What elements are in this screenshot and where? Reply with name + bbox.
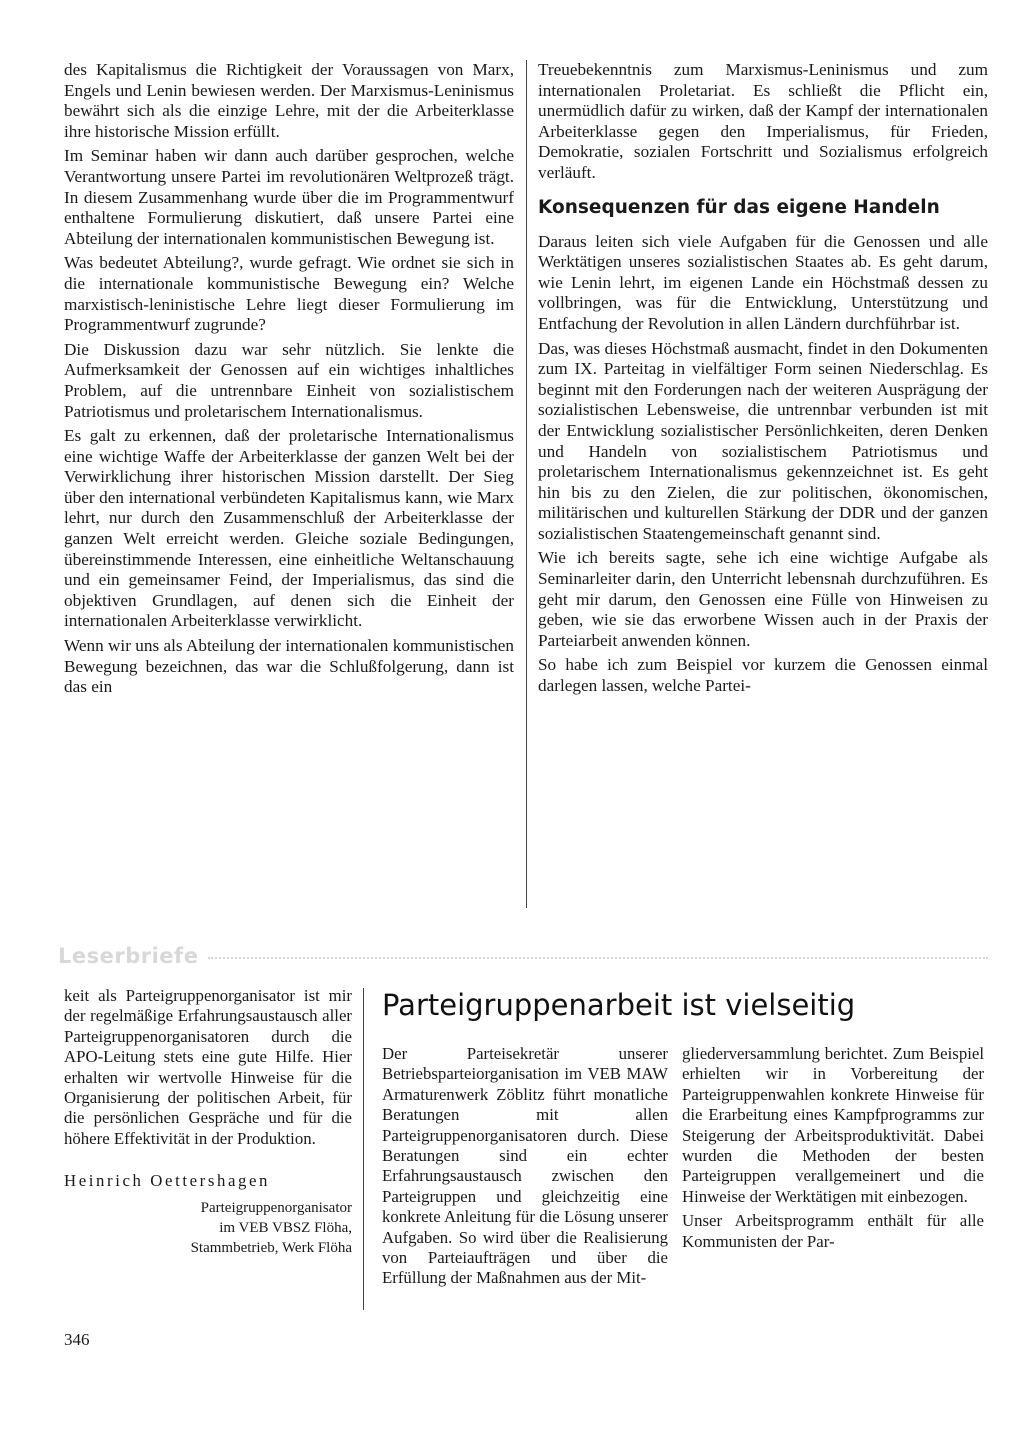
paragraph: Es galt zu erkennen, daß der proletarische Internationalismus eine wichtige Waffe der Arbeiterklasse der ganzen Welt bei der Verwirklichung ihrer historischen Mission darstellt. Der Sieg über den international verbündeten Kapitalismus kann, wie Marx lehrt, nur durch den Zusammenschluß der Arbeiterklasse der ganzen Welt erreicht werden. Gleiche soziale Bedingungen, übereinstimmende Interessen, eine einheitliche Weltanschauung und ein gemeinsamer Feind, der Imperialismus, das sind die objektiven Grundlagen, auf denen sich die Einheit der internationalen Arbeiterklasse verwirklicht. [64,426,514,631]
section-label: Leserbriefe [58,944,199,968]
column-right [538,60,988,701]
role-line: Stammbetrieb, Werk Flöha [190,1239,352,1256]
section-rule [208,957,988,959]
paragraph: Im Seminar haben wir dann auch darüber gesprochen, welche Verantwortung unsere Partei im revolutionären Weltprozeß trägt. In diesem Zusammenhang wurde über die im Programmentwurf enthaltene Formulierung diskutiert, daß unsere Partei eine Abteilung der internationalen kommunistischen Bewegung ist. [64,146,514,248]
paragraph: Das, was dieses Höchstmaß ausmacht, findet in den Dokumenten zum IX. Parteitag in vielfältiger Form seinen Niederschlag. Es beginnt mit den Forderungen nach der weiteren Ausprägung der sozialistischen Lebensweise, die untrennbar verbunden ist mit der Entwicklung sozialistischer Persönlichkeiten, deren Denken und Handeln von sozialistischem Patriotismus und proletarischem Internationalismus gekennzeichnet ist. Es geht hin bis zu den Zielen, die zur politischen, ökonomischen, militärischen und kulturellen Stärkung der DDR und der ganzen sozialistischen Staatengemeinschaft genannt sind. [538,338,988,543]
column-divider [526,60,527,908]
letter-author: Heinrich Oettershagen [64,1171,271,1191]
column-left [64,60,514,702]
article-column-2 [682,1044,984,1256]
paragraph: Daraus leiten sich viele Aufgaben für die Genossen und alle Werktätigen unseres sozialistischen Staates ab. Es geht darum, wie Lenin lehrt, im eigenen Lande ein Höchstmaß dessen zu vollbringen, was für die Entwicklung, Unterstützung und Entfachung der Revolution in allen Ländern durchführbar ist. [538,231,988,333]
paragraph: Wenn wir uns als Abteilung der internationalen kommunistischen Bewegung bezeichnen, das war die Schlußfolgerung, dann ist das ein [64,636,514,697]
article-column-1 [382,1044,668,1293]
subheading: Konsequenzen für das eigene Handeln [538,196,940,218]
paragraph: Treuebekenntnis zum Marxismus-Leninismus und zum internationalen Proletariat. Es schließt die Pflicht ein, unermüdlich dafür zu wirken, daß der Kampf der internationalen Arbeiterklasse gegen den Imperialismus, für Frieden, Demokratie, sozialen Fortschritt und Sozialismus erfolgreich verläuft. [538,60,988,182]
role-line: Parteigruppenorganisator [200,1199,352,1216]
section-header [58,944,988,970]
letter-author-role [64,1198,352,1258]
article-headline: Parteigruppenarbeit ist vielseitig [382,988,856,1022]
paragraph: So habe ich zum Beispiel vor kurzem die Genossen einmal darlegen lassen, welche Partei- [538,655,988,696]
paragraph: Was bedeutet Abteilung?, wurde gefragt. Wie ordnet sie sich in die internationale kommunistische Bewegung ein? Welche marxistisch-leninistische Lehre liegt dieser Formulierung im Programmentwurf zugrunde? [64,253,514,335]
paragraph: Unser Arbeitsprogramm enthält für alle Kommunisten der Par- [682,1211,984,1251]
column-divider [363,988,364,1310]
role-line: im VEB VBSZ Flöha, [219,1219,352,1236]
page-number: 346 [64,1330,90,1349]
paragraph: Der Parteisekretär unserer Betriebsparteiorganisation im VEB MAW Armaturenwerk Zöblitz führt monatliche Beratungen mit allen Parteigruppenorganisatoren durch. Diese Beratungen sind ein echter Erfahrungsaustausch zwischen den Parteigruppen und gleichzeitig eine konkrete Anleitung für die Lösung unserer Aufgaben. So wird über die Realisierung von Parteiaufträgen und über die Erfüllung der Maßnahmen aus der Mit- [382,1044,668,1288]
paragraph: Die Diskussion dazu war sehr nützlich. Sie lenkte die Aufmerksamkeit der Genossen auf ein wichtiges inhaltliches Problem, auf die untrennbare Einheit von sozialistischem Patriotismus und proletarischem Internationalismus. [64,339,514,421]
letter-column [64,986,352,1258]
paragraph: Wie ich bereits sagte, sehe ich eine wichtige Aufgabe als Seminarleiter darin, den Unterricht lebensnah durchzuführen. Es geht mir darum, den Genossen eine Fülle von Hinweisen zu geben, wie sie das erworbene Wissen auch in der Praxis der Parteiarbeit anwenden können. [538,548,988,650]
paragraph: gliederversammlung berichtet. Zum Beispiel erhielten wir in Vorbereitung der Parteigruppenwahlen konkrete Hinweise für die Erarbeitung eines Kampfprogramms zur Steigerung der Arbeitsproduktivität. Dabei wurden die Methoden der besten Parteigruppen verallgemeinert und die Hinweise der Werktätigen mit einbezogen. [682,1044,984,1206]
letter-text: keit als Parteigruppenorganisator ist mir der regelmäßige Erfahrungsaustausch aller Parteigruppenorganisatoren durch die APO-Leitung stets eine gute Hilfe. Hier erhalten wir wertvolle Hinweise für die Organisierung der politischen Arbeit, für die persönlichen Gespräche und für die höhere Effektivität in der Produktion. [64,986,352,1148]
paragraph: des Kapitalismus die Richtigkeit der Voraussagen von Marx, Engels und Lenin bewiesen werden. Der Marxismus-Leninismus bewährt sich als die einzige Lehre, mit der die Arbeiterklasse ihre historische Mission erfüllt. [64,60,514,141]
